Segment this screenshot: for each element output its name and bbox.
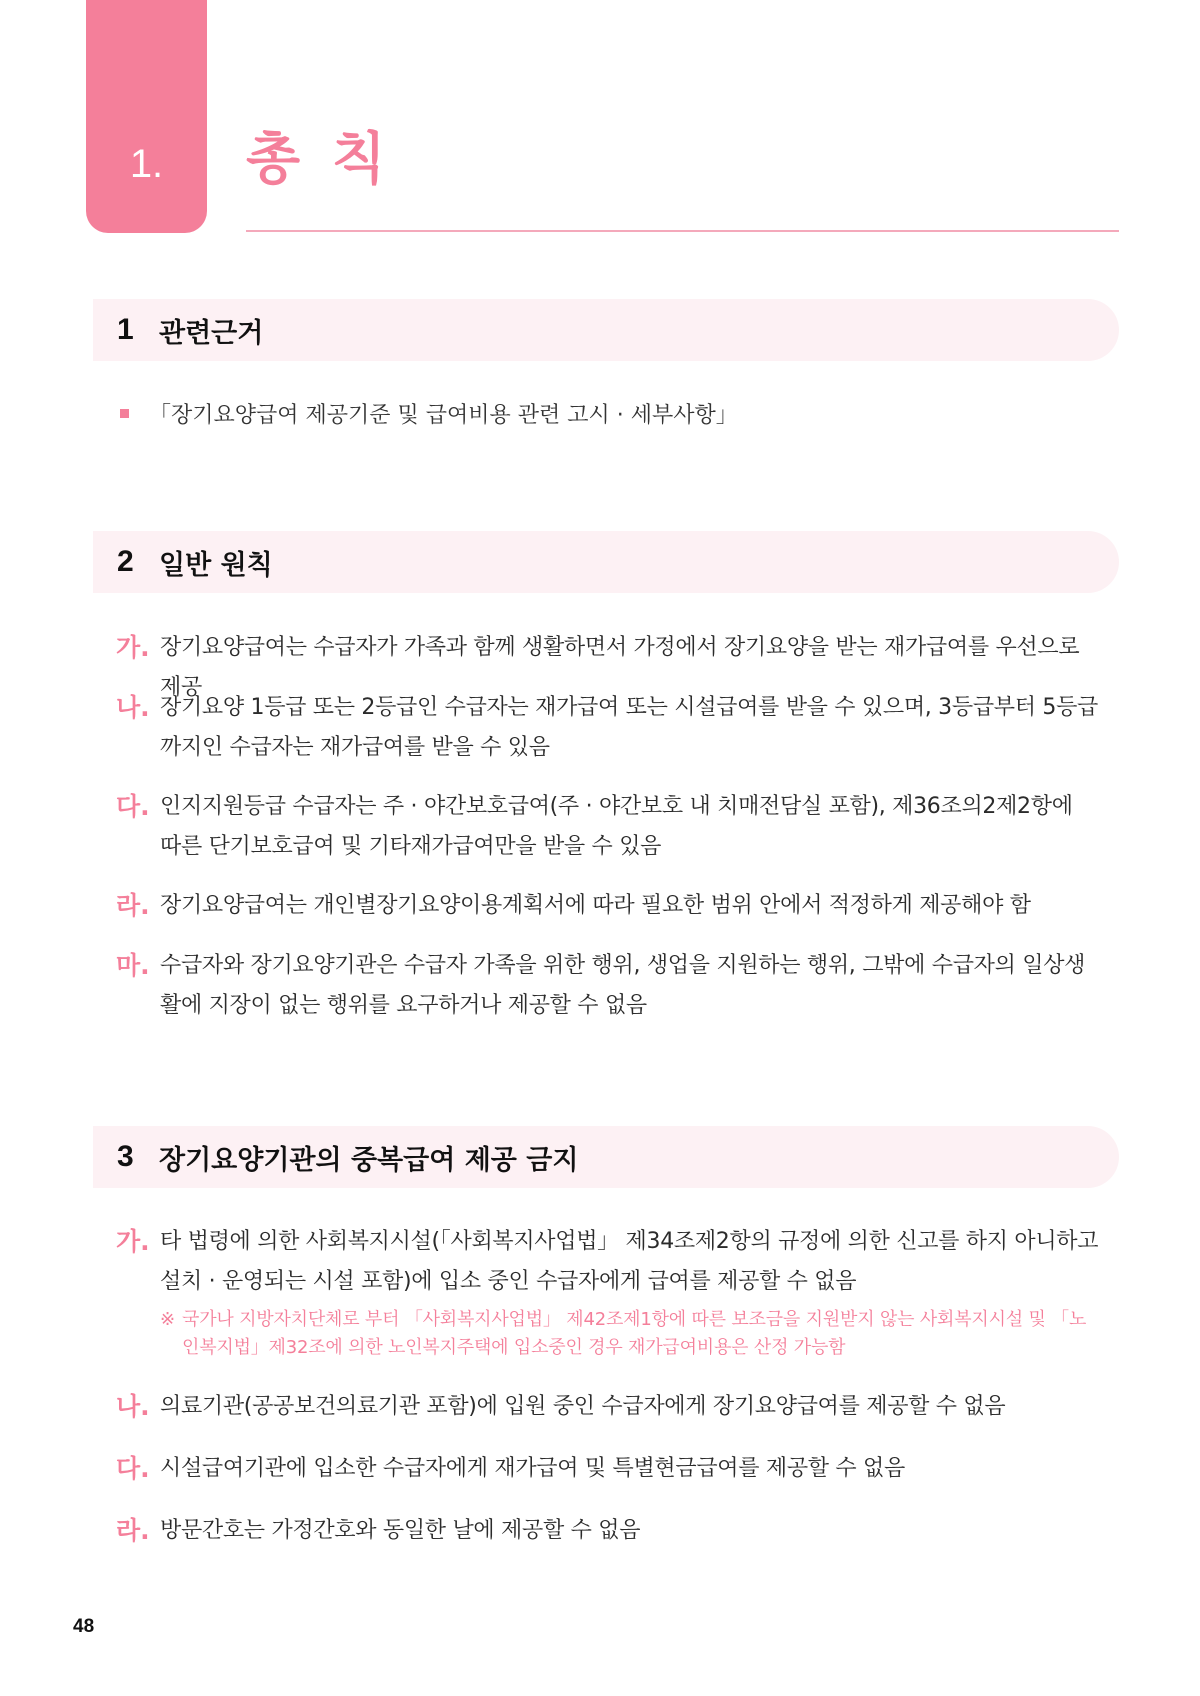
footnote: [160, 1306, 1110, 1362]
section-number: 3: [117, 1140, 134, 1173]
chapter-number: 1.: [129, 142, 164, 186]
list-item: [116, 688, 1116, 768]
item-text: 인지지원등급 수급자는 주 · 야간보호급여(주 · 야간보호 내 치매전담실 포함), 제36조의2제2항에 따른 단기보호급여 및 기타재가급여만을 받을 수 있음: [160, 794, 1073, 859]
page-number: 48: [73, 1616, 95, 1637]
item-text: 시설급여기관에 입소한 수급자에게 재가급여 및 특별현금급여를 제공할 수 없음: [160, 1456, 905, 1481]
list-item: [116, 1511, 1116, 1551]
item-marker: 나.: [116, 693, 150, 722]
chapter-tab: [86, 0, 207, 233]
list-item: [116, 1387, 1116, 1427]
section-title: 일반 원칙: [159, 549, 273, 581]
item-text: 장기요양급여는 개인별장기요양이용계획서에 따라 필요한 범위 안에서 적정하게 제공해야 함: [160, 893, 1031, 918]
section-header-2: [93, 531, 1119, 593]
square-bullet-icon: [120, 409, 129, 418]
list-item: [116, 1449, 1116, 1489]
section-header-1: [93, 299, 1119, 361]
item-marker: 마.: [116, 951, 150, 980]
note-text: 국가나 지방자치단체로 부터 「사회복지사업법」 제42조제1항에 따른 보조금을 지원받지 않는 사회복지시설 및 「노인복지법」제32조에 의한 노인복지주택에 입소중인 경우 재가급여비용은 산정 가능함: [182, 1309, 1087, 1358]
section-title: 관련근거: [159, 317, 264, 349]
item-text: 방문간호는 가정간호와 동일한 날에 제공할 수 없음: [160, 1518, 641, 1543]
item-marker: 라.: [116, 891, 150, 920]
title-divider: [246, 230, 1119, 232]
item-text: 수급자와 장기요양기관은 수급자 가족을 위한 행위, 생업을 지원하는 행위, 그밖에 수급자의 일상생활에 지장이 없는 행위를 요구하거나 제공할 수 없음: [160, 953, 1086, 1018]
list-item: [116, 1222, 1116, 1302]
item-marker: 가.: [116, 1227, 150, 1256]
section-number: 1: [117, 313, 134, 346]
list-item: [116, 886, 1116, 926]
item-marker: 다.: [116, 792, 150, 821]
section-header-3: [93, 1126, 1119, 1188]
item-marker: 다.: [116, 1454, 150, 1483]
bullet-item: [120, 398, 738, 429]
item-marker: 나.: [116, 1392, 150, 1421]
item-marker: 가.: [116, 633, 150, 662]
bullet-text: 「장기요양급여 제공기준 및 급여비용 관련 고시 · 세부사항」: [149, 403, 738, 428]
list-item: [116, 787, 1116, 867]
item-marker: 라.: [116, 1516, 150, 1545]
chapter-title: 총 칙: [246, 127, 392, 192]
item-text: 장기요양급여는 수급자가 가족과 함께 생활하면서 가정에서 장기요양을 받는 재가급여를 우선으로 제공: [160, 635, 1080, 700]
note-mark: ※: [160, 1309, 176, 1330]
item-text: 타 법령에 의한 사회복지시설(「사회복지사업법」 제34조제2항의 규정에 의한 신고를 하지 아니하고 설치 · 운영되는 시설 포함)에 입소 중인 수급자에게 급여를 제공할 수 없음: [160, 1229, 1099, 1294]
item-text: 장기요양 1등급 또는 2등급인 수급자는 재가급여 또는 시설급여를 받을 수 있으며, 3등급부터 5등급까지인 수급자는 재가급여를 받을 수 있음: [160, 695, 1098, 760]
list-item: [116, 946, 1116, 1026]
item-text: 의료기관(공공보건의료기관 포함)에 입원 중인 수급자에게 장기요양급여를 제공할 수 없음: [160, 1394, 1006, 1419]
section-title: 장기요양기관의 중복급여 제공 금지: [159, 1144, 579, 1176]
section-number: 2: [117, 545, 134, 578]
